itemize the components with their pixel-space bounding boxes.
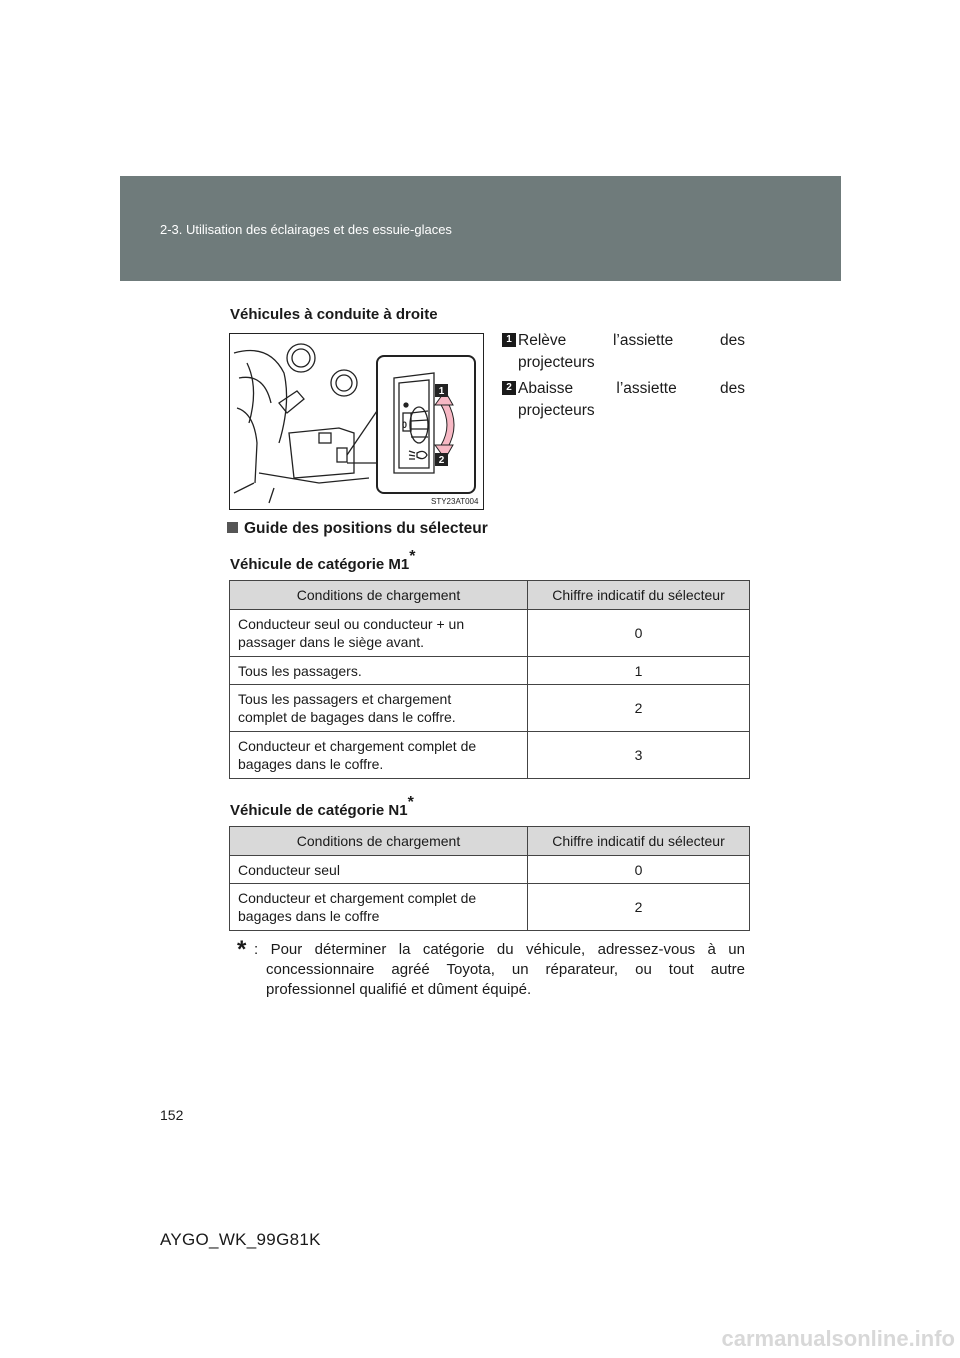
condition-cell: Conducteur seul <box>230 856 528 884</box>
subsection-heading <box>227 520 488 538</box>
table-row <box>230 685 750 732</box>
callout-1: 1 <box>438 386 445 397</box>
column-header: Chiffre indicatif du sélecteur <box>528 581 750 610</box>
value-cell: 3 <box>528 732 750 779</box>
square-bullet-icon <box>227 522 238 533</box>
column-header: Conditions de chargement <box>230 827 528 856</box>
table-row <box>230 610 750 657</box>
value-cell: 2 <box>528 884 750 931</box>
value-cell: 1 <box>528 657 750 685</box>
table-row <box>230 657 750 685</box>
category-m1-title <box>230 550 415 573</box>
figure-code: STY23AT004 <box>431 497 479 506</box>
category-n1-title <box>230 796 414 819</box>
category-n1-text: Véhicule de catégorie N1 <box>230 802 408 819</box>
legend-number-badge: 2 <box>502 381 516 395</box>
condition-cell: Tous les passagers. <box>230 657 528 685</box>
document-code: AYGO_WK_99G81K <box>160 1230 321 1249</box>
headlight-leveling-dial-illustration <box>229 333 484 510</box>
footnote-text: : Pour déterminer la catégorie du véhicule, adressez-vous à un concessionnaire agréé Toyota, un réparateur, ou tout autre professionnel qualifié et dûment équipé. <box>254 941 745 998</box>
asterisk-icon: * <box>409 548 416 565</box>
page-number: 152 <box>160 1107 184 1123</box>
category-m1-text: Véhicule de catégorie M1 <box>230 556 410 573</box>
column-header: Conditions de chargement <box>230 581 528 610</box>
footnote <box>237 936 745 1000</box>
legend-number-badge: 1 <box>502 333 516 347</box>
asterisk-icon: * <box>407 794 414 811</box>
legend-word: des <box>720 380 745 397</box>
dial-zero-mark: 0 <box>402 420 408 430</box>
table-header-row <box>230 827 750 856</box>
condition-cell: Conducteur et chargement complet de bagages dans le coffre. <box>230 732 528 779</box>
condition-cell: Conducteur seul ou conducteur + un passager dans le siège avant. <box>230 610 528 657</box>
subsection-text: Guide des positions du sélecteur <box>244 520 488 537</box>
table-n1 <box>229 826 750 931</box>
column-header: Chiffre indicatif du sélecteur <box>528 827 750 856</box>
section-header-title: 2-3. Utilisation des éclairages et des essuie-glaces <box>160 222 452 237</box>
value-cell: 0 <box>528 610 750 657</box>
legend-line2: projecteurs <box>518 402 595 419</box>
watermark: carmanualsonline.info <box>721 1326 955 1351</box>
legend-word: l’assiette <box>612 332 674 349</box>
legend-word: l’assiette <box>616 380 677 397</box>
table-row <box>230 884 750 931</box>
callout-2: 2 <box>438 455 445 466</box>
legend-word: Relève <box>518 332 567 349</box>
condition-cell: Conducteur et chargement complet de bagages dans le coffre <box>230 884 528 931</box>
table-row <box>230 732 750 779</box>
legend-item-raise <box>502 330 745 374</box>
legend-item-lower <box>502 378 745 422</box>
legend-word: Abaisse <box>518 380 574 397</box>
table-m1 <box>229 580 750 779</box>
section-title: Véhicules à conduite à droite <box>230 306 438 323</box>
table-header-row <box>230 581 750 610</box>
asterisk-icon: * <box>237 936 247 963</box>
legend-line2: projecteurs <box>518 354 595 371</box>
value-cell: 0 <box>528 856 750 884</box>
condition-cell: Tous les passagers et chargement complet de bagages dans le coffre. <box>230 685 528 732</box>
table-row <box>230 856 750 884</box>
legend-word: des <box>720 332 745 349</box>
value-cell: 2 <box>528 685 750 732</box>
